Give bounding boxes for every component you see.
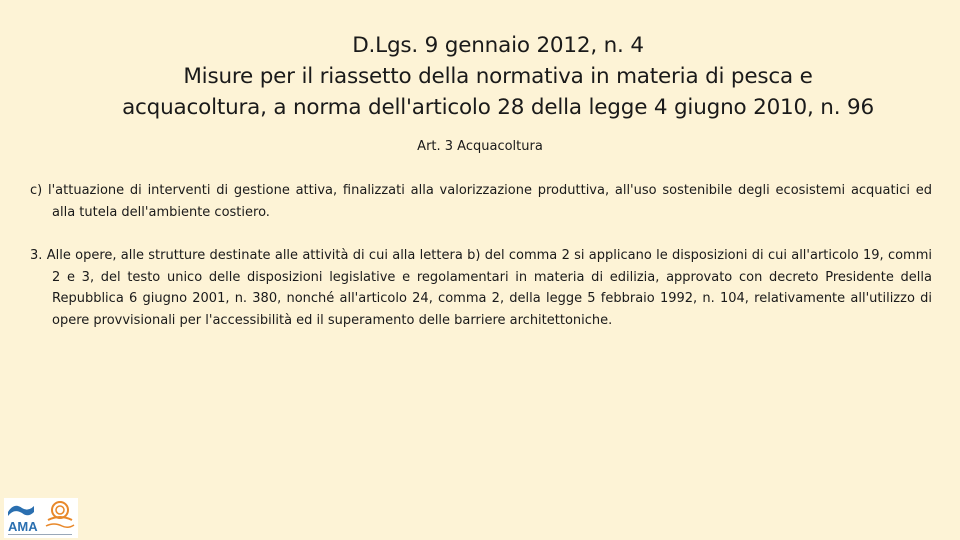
title-line-1: D.Lgs. 9 gennaio 2012, n. 4 xyxy=(352,33,644,58)
article-heading: Art. 3 Acquacoltura xyxy=(417,139,543,154)
document-title xyxy=(0,30,960,123)
ama-logo-text: AMA xyxy=(8,519,38,534)
title-line-3: acquacoltura, a norma dell'articolo 28 della legge 4 giugno 2010, n. 96 xyxy=(122,95,874,120)
paragraph-c: c) l'attuazione di interventi di gestione attiva, finalizzati alla valorizzazione produttiva, all'uso sostenibile degli ecosistemi acquatici ed alla tutela dell'ambiente costiero. xyxy=(30,183,932,220)
ama-logo xyxy=(4,498,78,538)
paragraph-3: 3. Alle opere, alle strutture destinate alle attività di cui alla lettera b) del comma 2 si applicano le disposizioni di cui all'articolo 19, commi 2 e 3, del testo unico delle disposizioni legislative e regolamentari in materia di edilizia, approvato con decreto Presidente della Repubblica 6 giugno 2001, n. 380, nonché all'articolo 24, comma 2, della legge 5 febbraio 1992, n. 104, relativamente all'utilizzo di opere provvisionali per l'accessibilità ed il superamento delle barriere architettoniche. xyxy=(30,248,932,328)
ama-logo-graphic xyxy=(4,498,78,538)
title-line-2: Misure per il riassetto della normativa in materia di pesca e xyxy=(183,64,813,89)
